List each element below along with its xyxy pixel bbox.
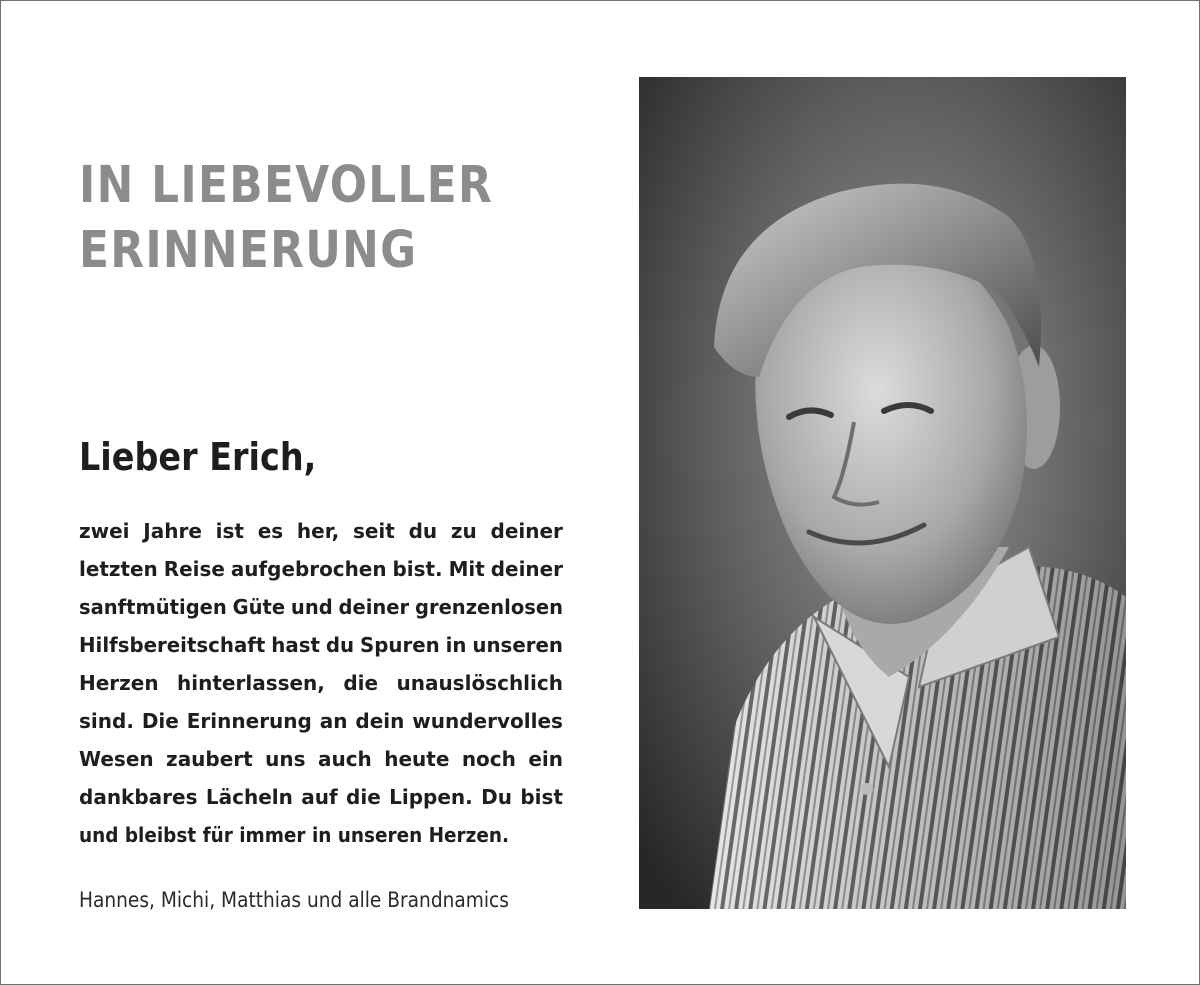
- message-word: die: [343, 671, 379, 695]
- message-word: sind.: [79, 709, 134, 733]
- message-word: noch: [461, 747, 516, 771]
- signature: Hannes, Michi, Matthias und alle Brandnamics: [79, 888, 509, 912]
- message-word: deiner: [490, 519, 563, 543]
- message-word: Reise: [163, 557, 225, 581]
- message-line: [79, 702, 563, 740]
- message-word: zwei: [79, 519, 130, 543]
- message-word: dankbares: [79, 785, 198, 809]
- message-word: deiner: [490, 557, 563, 581]
- message-word: hast: [271, 633, 320, 657]
- message-word: deiner: [338, 595, 410, 619]
- message-line: und bleibst für immer in unseren Herzen.: [79, 823, 509, 847]
- message-word: heute: [384, 747, 450, 771]
- message-word: du: [408, 519, 438, 543]
- message-word: Mit: [448, 557, 485, 581]
- message-line: [79, 588, 563, 626]
- message-line: [79, 778, 563, 816]
- message-word: auch: [317, 747, 372, 771]
- message-word: Güte: [232, 595, 286, 619]
- portrait-photo: [639, 77, 1126, 909]
- heading-line-2: ERINNERUNG: [79, 221, 418, 280]
- message-word: unseren: [472, 633, 563, 657]
- message-word: Jahre: [143, 519, 202, 543]
- message-line: [79, 550, 563, 588]
- message-word: zu: [450, 519, 477, 543]
- message-word: Spuren: [360, 633, 440, 657]
- memorial-message: [79, 512, 563, 854]
- message-word: Lächeln: [205, 785, 293, 809]
- memorial-heading: [79, 153, 526, 283]
- heading-line-1: IN LIEBEVOLLER: [79, 156, 494, 215]
- message-word: an: [319, 709, 348, 733]
- message-line: [79, 512, 563, 550]
- message-word: bist.: [392, 557, 443, 581]
- message-word: Die: [141, 709, 179, 733]
- message-word: zaubert: [166, 747, 253, 771]
- message-word: letzten: [79, 557, 158, 581]
- message-line: [79, 626, 563, 664]
- message-word: in: [445, 633, 467, 657]
- message-word: Hilfsbereitschaft: [79, 633, 266, 657]
- message-word: sanftmütigen: [79, 595, 227, 619]
- message-word: es: [257, 519, 284, 543]
- message-word: Wesen: [79, 747, 154, 771]
- portrait-illustration: [639, 77, 1126, 909]
- message-word: hinterlassen,: [177, 671, 325, 695]
- message-word: seit: [352, 519, 395, 543]
- message-word: grenzenlosen: [414, 595, 563, 619]
- message-word: Du: [481, 785, 512, 809]
- message-word: aufgebrochen: [230, 557, 387, 581]
- message-word: Erinnerung: [186, 709, 312, 733]
- message-word: die: [346, 785, 381, 809]
- message-word: Lippen.: [389, 785, 473, 809]
- salutation: Lieber Erich,: [79, 435, 317, 479]
- message-word: und: [290, 595, 333, 619]
- message-word: Herzen: [79, 671, 159, 695]
- message-word: wundervolles: [412, 709, 563, 733]
- message-line: [79, 740, 563, 778]
- message-word: her,: [296, 519, 340, 543]
- message-word: uns: [265, 747, 306, 771]
- message-word: dein: [355, 709, 405, 733]
- message-word: auf: [301, 785, 338, 809]
- message-word: unauslöschlich: [396, 671, 563, 695]
- message-line: [79, 664, 563, 702]
- message-word: du: [325, 633, 355, 657]
- message-word: ist: [215, 519, 244, 543]
- message-word: ein: [528, 747, 563, 771]
- message-word: bist: [520, 785, 563, 809]
